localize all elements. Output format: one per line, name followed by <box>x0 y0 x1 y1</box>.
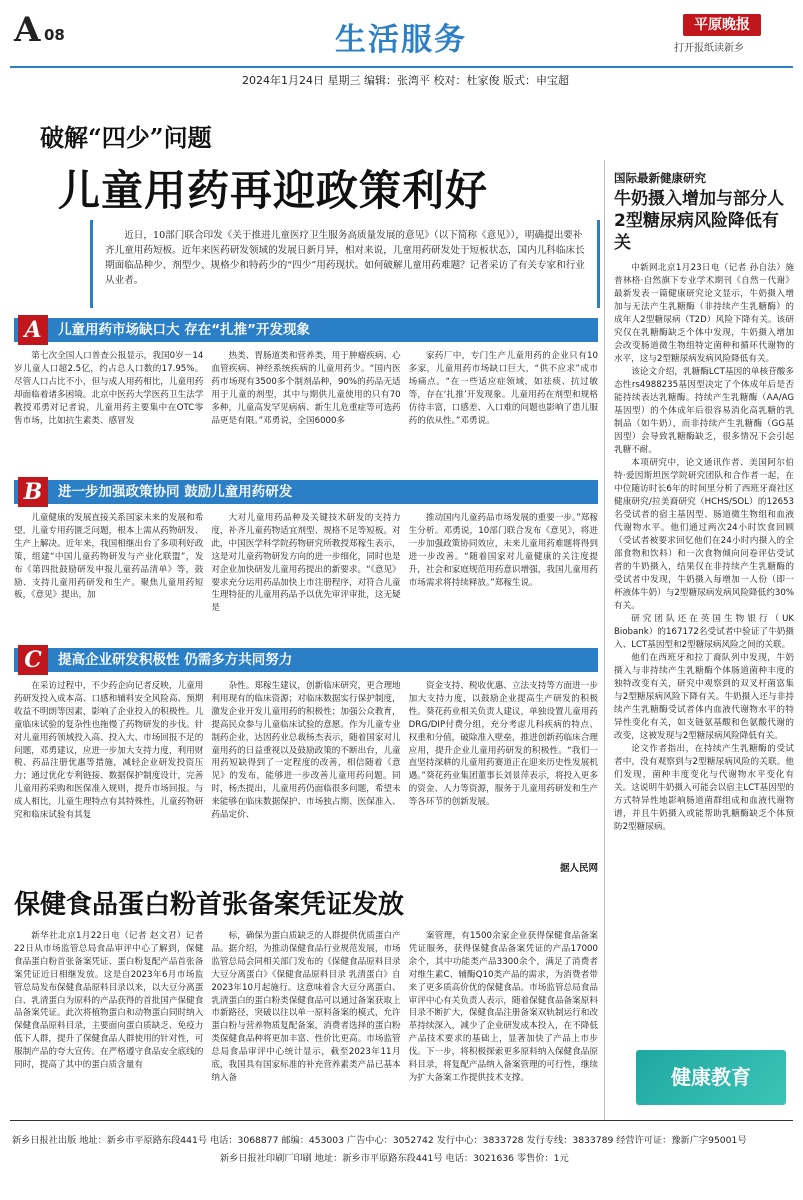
column-divider <box>604 160 605 1120</box>
article2-headline: 保健食品蛋白粉首张备案凭证发放 <box>14 890 405 920</box>
section-c-col-1: 在采访过程中，不少药企向记者反映，儿童用药研发投入成本高、口感和辅料安全风险高、预期收益不明朗等因素，影响了企业投入的积极性。儿童临床试验的复杂性也拖慢了药物研发的步伐。针对儿童用药领域投入高、投入大、市场回报不足的问题，邓勇建议，应进一步加大支持力度，利用财税、药品注册优惠等措施，减轻企业研发投资压力；通过优化专利链接、数据保护制度设计，完善儿童用药采购和医保准入规则，提升市场回报。与成人相比，儿童生理特点有其特殊性，儿童药物研究和临床试验有其复 <box>14 681 204 821</box>
sidebar-paragraph: 该论文介绍，乳糖酶LCT基因的单核苷酸多态性rs4988235基因型决定了个体成年后是否能持续表达乳糖酶。持续产生乳糖酶（AA/AG基因型）的个体成年后很容易消化高乳糖的乳制品（如牛奶），而非持续产生乳糖酶（GG基因型）会导致乳糖酶缺乏，很多情况下会引起乳糖不耐。 <box>614 367 794 455</box>
footer-printer: 新乡日报社印刷厂印刷 地址：新乡市平原路东段441号 电话：3021636 零售价：1元 <box>220 1153 569 1164</box>
section-b-badge: B <box>18 477 48 507</box>
article-kicker: 破解“四少”问题 <box>40 123 212 152</box>
section-a-col-3: 家药厂中，专门生产儿童用药的企业只有10多家，儿童用药市场缺口巨大，“供不应求”成市场痛点。“在一些适应症领域，如祛痰、抗过敏等，存在‘扎推’开发现象。儿童用药在剂型和规格仿待丰富，口感差、入口难的问题也影响了患儿服药的依从性。”邓勇说。 <box>408 351 598 426</box>
page-number: 08 <box>44 26 65 44</box>
section-b-title: 进一步加强政策协同 鼓励儿童用药研发 <box>14 480 598 504</box>
sidebar-paragraph: 他们在西班牙和拉丁裔队列中发现，牛奶摄入与非持续产生乳糖酶个体肠道菌种丰度的独特改变有关，研究中观察到的双叉杆菌富集与2型糖尿病风险下降有关。牛奶摄入还与非持续产生乳糖酶受试者体内血液代谢物水平的特异性变化有关，如支链氨基酸和色氨酸代谢的改变，这被发现与2型糖尿病风险降低有关。 <box>614 653 794 741</box>
section-b-col-3: 推动国内儿童药品市场发展的重要一步。”郑稼生分析。邓勇说，10部门联合发布《意见》，将进一步加强政策协同效应，未来儿童用药难题将得到进一步改善。“随着国家对儿童健康的关注度提升，社会和家庭规范用药意识增强，我国儿童用药市场需求将持续释放。”郑稼生说。 <box>408 513 598 588</box>
sidebar-title: 牛奶摄入增加与部分人2型糖尿病风险降低有关 <box>614 189 784 253</box>
footer-divider <box>10 1120 793 1121</box>
sidebar-paragraph: 本项研究中，论文通讯作者、美国阿尔伯特·爱因斯坦医学院研究团队和合作者一起，在中位随访时长6年的时间里分析了西班牙裔社区健康研究/拉美裔研究（HCHS/SOL）的12653名受试者的宿主基因型、肠道微生物组和血液代谢物水平。他们通过两次24小时饮食回顾（受试者被要求回忆他们在24小时内摄入的全部食物和饮料）和一次食物倾向问卷评估受试者的牛奶摄入，结果仅在非持续产生乳糖酶的受试者中发现，牛奶摄入每增加一人份（即一杯液体牛奶）与2型糖尿病发病风险降低约30%有关。 <box>614 458 794 611</box>
sidebar-paragraph: 中新网北京1月23日电（记者 孙自法）施普林格·自然旗下专业学术期刊《自然－代谢》最新发表一篇健康研究论文显示，牛奶摄入增加与无法产生乳糖酶（非持续产生乳糖酶）的成年人2型糖尿病（T2D）风险下降有关。该研究仅在乳糖酶缺乏个体中发现，牛奶摄入增加会改变肠道微生物组特定菌种和循环代谢物的水平，这与2型糖尿病发病风险降低有关。 <box>614 263 794 364</box>
section-b-body <box>14 512 598 642</box>
section-a-col-1: 第七次全国人口普查公报显示，我国0岁－14岁儿童人口超2.5亿，约占总人口数的17.95%。尽管人口占比不小，但与成人用药相比，儿童用药却面临着诸多困境。北京中医药大学医药卫生法学教授邓勇对记者说，儿童用药主要集中在OTC零售市场，比如抗生素类、感冒发 <box>14 351 204 426</box>
article2-body <box>14 930 598 1102</box>
article-lead: 近日，10部门联合印发《关于推进儿童医疗卫生服务高质量发展的意见》（以下简称《意见》），明确提出要补齐儿童用药短板。近年来医药研发领域的发展日新月异，相对来说，儿童用药研发处于短板状态，国内儿科临床长期面临品种少、剂型少、规格少和特药少的“四少”用药现状。如何破解儿童用药难题？记者采访了有关专家和行业从业者。 <box>90 220 600 308</box>
newspaper-logo: 平原晚报 <box>683 14 761 36</box>
newspaper-slogan: 打开报纸读新乡 <box>674 43 744 54</box>
section-title: 生活服务 <box>335 22 467 58</box>
section-c-col-2: 杂性。郑稼生建议，创新临床研究，更合理地利用现有的临床资源；对临床数据实行保护制度，激发企业开发儿童用药的积极性；加强公众教育，提高民众参与儿童临床试验的意愿。作为儿童专业制药企业，达因药业总裁杨杰表示，随着国家对儿童用药的日益重视以及鼓励政策的不断出台，儿童用药短缺得到了一定程度的改善，相信随着《意见》的发布，能够进一步改善儿童用药问题。同时，杨杰提出，儿童用药仍面临很多问题，希望未来能够在临床数据保护、市场独占期、医保准入、药品定价、 <box>211 681 401 821</box>
article2-col-2: 标，确保为蛋白质缺乏的人群提供优质蛋白产品。据介绍，为推动保健食品行业规范发展，市场监管总局会同相关部门发布的《保健食品原料目录 大豆分离蛋白》《保健食品原料目录 乳清蛋白》自2023年10月起施行。这意味着含大豆分离蛋白、乳清蛋白的蛋白粉类保健食品可以通过备案获取上市新路径，突破以往以单一原料备案的模式，允许蛋白粉与营养物质复配备案，消费者选择的蛋白粉类保健食品种将更加丰富、性价比更高。市场监管总局食品审评中心统计显示，截至2023年11月底，我国具有国家标准的补充营养素类产品已基本纳入备 <box>211 931 401 1083</box>
header-divider <box>10 66 793 68</box>
dateline: 2024年1月24日 星期三 编辑：张湾平 校对：杜家俊 版式：申宝超 <box>242 74 569 87</box>
section-a-badge: A <box>18 315 48 345</box>
sidebar-body <box>614 262 794 1032</box>
section-c-body <box>14 680 598 856</box>
sidebar-paragraph: 论文作者指出，在持续产生乳糖酶的受试者中，没有观察到与2型糖尿病风险的关联。他们发现，菌种丰度变化与代谢物水平变化有关。这说明牛奶摄入可能会以宿主LCT基因型的方式特异性地影响肠道菌群组成和血液代谢物谱，并且牛奶摄入或能帮助乳糖酶缺乏个体预防2型糖尿病。 <box>614 744 794 832</box>
sidebar-kicker: 国际最新健康研究 <box>614 171 706 185</box>
section-a <box>14 318 598 492</box>
section-c-badge: C <box>18 645 48 675</box>
sidebar-paragraph: 研究团队还在英国生物银行（UK Biobank）的167172名受试者中验证了牛奶摄入、LCT基因型和2型糖尿病风险之间的关联。 <box>614 614 794 650</box>
section-b <box>14 480 598 642</box>
section-c <box>14 648 598 874</box>
article2-col-3: 案管理，有1500余家企业获得保健食品备案凭证服务，获得保健食品备案凭证的产品17000余个，其中功能类产品3300余个，满足了消费者对维生素C、辅酶Q10类产品的需求，为消费者带来了更多质高价优的保健食品。市场监管总局食品审评中心有关负责人表示，随着保健食品备案原料目录不断扩大，保健食品注册备案双轨制运行和改革持续深入，减少了企业研发成本投入，在不降低产品技术要求的基础上，显著加快了产品上市步伐。下一步，将积极探索更多原料纳入保健食品原料目录，将复配产品纳入备案管理的可行性，继续为扩大备案工作提供技术支撑。 <box>408 931 598 1083</box>
article2-col-1: 新华社北京1月22日电（记者 赵文君）记者22日从市场监管总局食品审评中心了解到，保健食品蛋白粉首张备案凭证、蛋白粉复配产品首张备案凭证近日相继发放。这是自2023年6月市场监管总局发布保健食品原料目录以来，以大豆分离蛋白、乳清蛋白为原料的产品获得的首批国产保健食品备案凭证。此次将植物蛋白和动物蛋白同时纳入保健食品原料目录，主要面向蛋白质缺乏、免疫力低下人群，提升了保健食品人群使用的针对性，可服制产品的夸大宣传。在严格遵守食品安全底线的同时，提高了其中的蛋白质含量有 <box>14 931 204 1071</box>
byline-source: 据人民网 <box>559 863 598 874</box>
section-b-col-2: 大对儿童用药品种及关键技术研发的支持力度，补齐儿童药物适宜剂型、规格不足等短板。对此，中国医学科学院药物研究所教授郑稼生表示，这是对儿童药物研发方向的进一步细化，同时也是对企业加快研发儿童用药提出的新要求。“《意见》要求充分运用药品加快上市注册程序，对符合儿童生理特征的儿童用药品予以优先审评审批，这无疑是 <box>211 513 401 614</box>
section-c-col-3: 资金支持、税收优惠、立法支持等方面进一步加大支持力度，以鼓励企业提高生产研发的积极性。葵花药业相关负责人建议，单独设置儿童用药DRG/DIP付费分组，充分考虑儿科疾病的特点、权重和分值，破除准入壁垒，推进创新药临床合理应用，提升企业儿童用药研发的积极性。“我们一直坚持深耕的儿童用药赛道正在迎来历史性发展机遇。”葵花药业集团董事长刘景萍表示，将投入更多的资金、人力等资源，服务于儿童用药研发和生产等各环节的创新发展。 <box>408 681 598 808</box>
page-letter: A <box>14 10 41 50</box>
article-headline: 儿童用药再迎政策利好 <box>58 166 489 215</box>
article-byline <box>14 860 598 874</box>
footer-publisher: 新乡日报社出版 地址：新乡市平原路东段441号 电话：3068877 邮编：453003 广告中心：3052742 发行中心：3833728 发行专线：3833789 经营许可证：豫新广字95001号 <box>12 1135 747 1146</box>
section-b-col-1: 儿童健康的发展直接关系国家未来的发展和希望，儿童专用药匮乏问题，根本上需从药物研发、生产上解决。近年来，我国相继出台了多项利好政策，组建“中国儿童药物研发与产业化联盟”，发布《第四批鼓励研发申报儿童药品清单》等，鼓励、支持儿童用药研发和生产。聚焦儿童用药短板，《意见》提出，加 <box>14 513 204 601</box>
section-c-title: 提高企业研发积极性 仍需多方共同努力 <box>14 648 598 672</box>
section-a-title: 儿童用药市场缺口大 存在“扎推”开发现象 <box>14 318 598 342</box>
section-a-col-2: 热类、胃肠道类和营养类，用于肿瘤疾病、心血管疾病、神经系统疾病的儿童用药少。“国内医药市场现有3500多个制剂品种，90%的药品无适用于儿童的剂型，其中与期供儿童使用的只有70多种，儿童高发罕见病病、新生儿危重症等可选药品更是有限。”邓勇说，全国6000多 <box>211 351 401 426</box>
section-a-body <box>14 350 598 492</box>
health-education-badge: 健康教育 <box>636 1050 786 1105</box>
